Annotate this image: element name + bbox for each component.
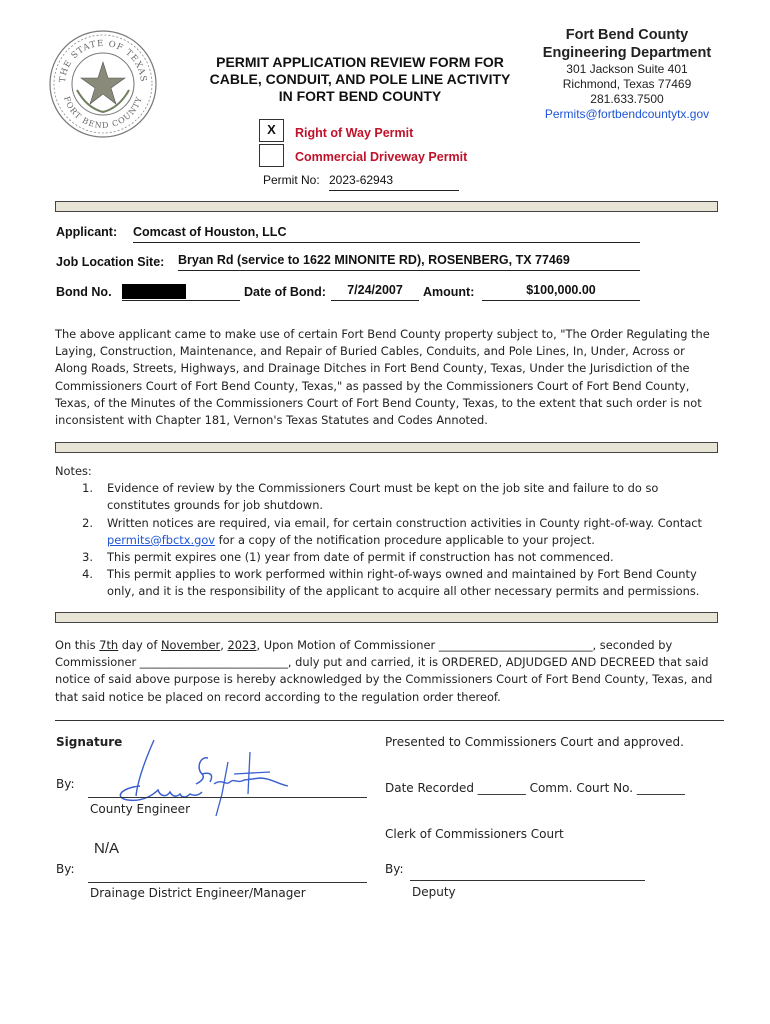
order-year: 2023 [227,638,257,652]
order-day: 7th [99,638,119,652]
order-paragraph [55,637,717,706]
note-item [55,480,717,514]
job-location-label: Job Location Site: [56,255,165,269]
office-phone: 281.633.7500 [590,92,664,106]
note-number: 4. [82,567,93,582]
permit-no-label: Permit No: [263,173,320,187]
section-divider-3 [55,612,718,623]
office-info [532,26,722,122]
form-title [190,54,530,105]
office-city: Richmond, Texas 77469 [562,77,692,91]
office-email[interactable]: Permits@fortbendcountytx.gov [544,107,710,121]
order-text-1: On this [55,638,96,652]
drainage-signature-line [88,882,367,883]
bond-amount-label: Amount: [423,285,475,299]
deputy-label: Deputy [412,885,456,899]
title-line-1: PERMIT APPLICATION REVIEW FORM FOR [216,54,504,70]
section-divider-1 [55,201,718,212]
section-divider-2 [55,442,718,453]
county-engineer-label: County Engineer [90,802,190,816]
county-engineer-signature-line [88,797,367,798]
commercial-driveway-checkbox[interactable] [259,144,284,167]
permit-no-value: 2023-62943 [329,173,459,191]
bond-amount-value: $100,000.00 [482,283,640,301]
signature-divider [55,720,724,721]
title-line-2: CABLE, CONDUIT, AND POLE LINE ACTIVITY [209,71,511,87]
note-text: This permit expires one (1) year from date of permit if construction has not commenced. [107,550,614,565]
order-month: November [160,638,221,652]
bond-date-value: 7/24/2007 [331,283,419,301]
signature-heading: Signature [56,735,123,749]
note-text-before: Written notices are required, via email, for certain construction activities in County right-of-way. Contact [107,515,703,530]
county-seal [47,28,159,140]
bond-date-label: Date of Bond: [244,285,326,299]
note-item [55,515,717,549]
by-label-2: By: [56,862,75,876]
deputy-signature-line [410,880,645,881]
right-of-way-checkbox[interactable]: X [259,119,284,142]
applicant-value: Comcast of Houston, LLC [133,225,640,243]
order-text-3: , [220,638,224,652]
svg-text:FORT BEND COUNTY: FORT BEND COUNTY [62,95,144,131]
title-line-3: IN FORT BEND COUNTY [278,88,442,104]
note-text-after: for a copy of the notification procedure applicable to your project. [218,532,595,547]
bond-no-redaction [122,284,186,299]
na-text: N/A [94,840,120,857]
note-number: 1. [82,481,93,496]
by-label-1: By: [56,777,75,791]
note-item [55,549,717,566]
bond-no-field [122,283,240,301]
order-text-4: , Upon Motion of Commissioner ___________________________, seconded by Commissioner __________________________, duly put and carried, it is ORDERED, ADJUDGED AND DECREED that said notice of said above purpose is hereby acknowledged by the Commissioners Court of Fort Bend County, Texas, and that said notice be placed on record according to the regulation order thereof. [55,638,713,704]
bond-no-label: Bond No. [56,285,112,299]
note-number: 3. [82,550,93,565]
job-location-value: Bryan Rd (service to 1622 MINONITE RD), ROSENBERG, TX 77469 [178,253,640,271]
svg-text:THE STATE OF TEXAS: THE STATE OF TEXAS [57,38,149,84]
office-name-1: Fort Bend County [565,27,689,43]
notes-section [55,463,717,601]
by-label-3: By: [385,862,404,876]
note-text: Evidence of review by the Commissioners Court must be kept on the job site and failure to do so constitutes grounds for job shutdown. [107,481,659,513]
note-text [107,515,717,549]
permits-email-link[interactable]: permits@fbctx.gov [107,532,216,547]
date-recorded-text: Date Recorded ________ Comm. Court No. ________ [385,781,685,795]
commercial-driveway-label: Commercial Driveway Permit [295,150,468,164]
notes-heading: Notes: [55,464,92,478]
note-item [55,566,717,600]
drainage-engineer-label: Drainage District Engineer/Manager [90,886,306,900]
body-paragraph: The above applicant came to make use of certain Fort Bend County property subject to, "The Order Regulating the Laying, Construction, Maintenance, and Repair of Buried Cables, Conduits, and Pole Lines, In, Under, Across or Along Roads, Streets, Highways, and Drainage Ditches in Fort Bend County, Texas, Under the Jurisdiction of the Commissioners Court of Fort Bend County, Texas," as passed by the Commissioners Court of Fort Bend County, Texas, of the Minutes of the Commissioners Court of Fort Bend County, Texas, to the extent that such order is not inconsistent with Chapter 181, Vernon's Texas Statutes and Codes Annoted. [55,327,710,428]
presented-text: Presented to Commissioners Court and approved. [385,735,684,749]
office-street: 301 Jackson Suite 401 [566,62,688,76]
note-text: This permit applies to work performed within right-of-ways owned and maintained by Fort Bend County only, and it is the responsibility of the applicant to acquire all other necessary permits and permissions. [107,567,700,599]
order-text-2: day of [121,638,158,652]
clerk-text: Clerk of Commissioners Court [385,827,564,841]
right-of-way-label: Right of Way Permit [295,126,414,140]
note-number: 2. [82,515,93,530]
office-name-2: Engineering Department [542,45,712,61]
applicant-label: Applicant: [56,225,118,239]
